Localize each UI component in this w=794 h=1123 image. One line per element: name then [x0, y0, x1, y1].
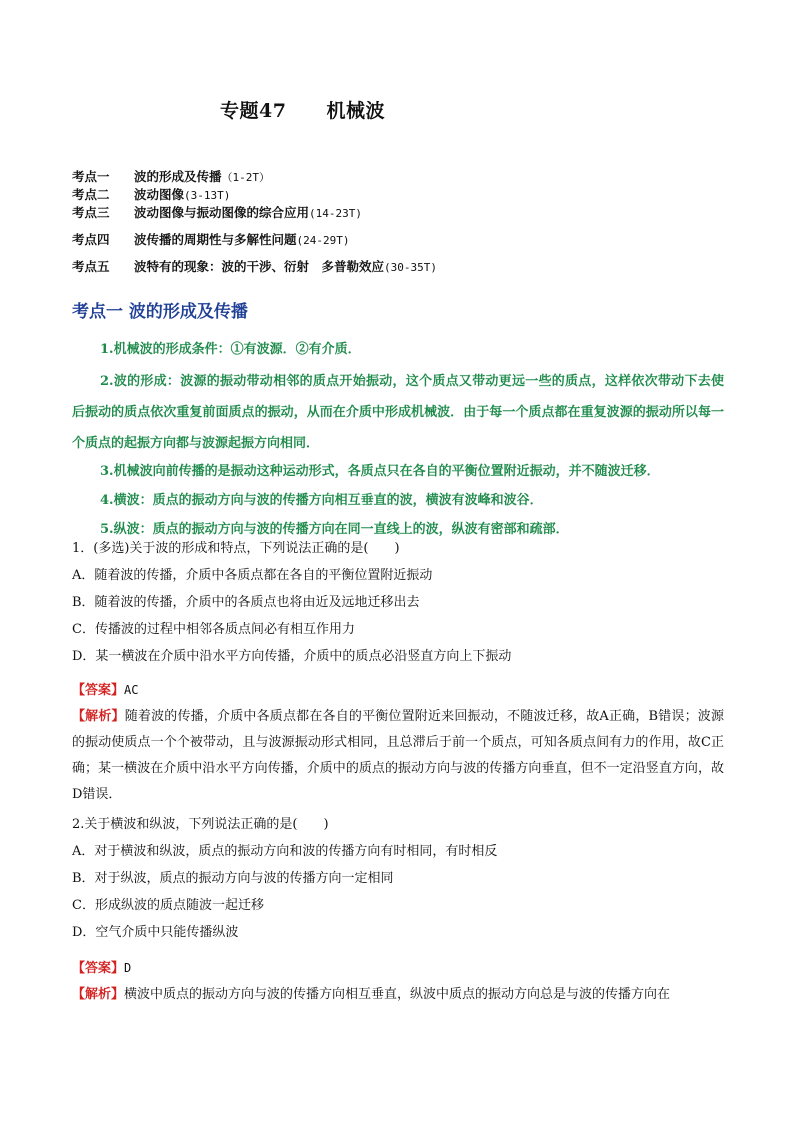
topic-outline	[72, 168, 732, 276]
question-option: D．某一横波在介质中沿水平方向传播，介质中的质点必沿竖直方向上下振动	[72, 649, 512, 664]
question-option: C．传播波的过程中相邻各质点间必有相互作用力	[72, 622, 355, 637]
analysis-tag: 【解析】	[72, 709, 125, 724]
knowledge-point: 4.横波：质点的振动方向与波的传播方向相互垂直的波，横波有波峰和波谷．	[100, 493, 543, 508]
answer-line	[72, 677, 724, 704]
knowledge-points	[72, 337, 724, 546]
toc-label: 考点四	[72, 232, 110, 247]
question-option: B．随着波的传播，介质中的各质点也将由近及远地迁移出去	[72, 595, 420, 610]
toc-range: (3-13T)	[184, 189, 231, 202]
toc-item	[72, 168, 732, 186]
question-option: B．对于纵波，质点的振动方向与波的传播方向一定相同	[72, 871, 394, 886]
toc-label: 考点二	[72, 187, 110, 202]
analysis-tag: 【解析】	[72, 987, 125, 1002]
toc-item	[72, 186, 732, 204]
answer-value: D	[124, 961, 132, 975]
answer-tag: 【答案】	[72, 683, 125, 698]
analysis-paragraph	[72, 982, 724, 1008]
question-1-solution	[72, 677, 724, 808]
knowledge-point: 5.纵波：质点的振动方向与波的传播方向在同一直线上的波，纵波有密部和疏部．	[100, 522, 569, 537]
question-2	[72, 812, 724, 946]
question-stem: 1．(多选)关于波的形成和特点，下列说法正确的是( )	[72, 541, 400, 556]
title-prefix: 专题47	[220, 100, 287, 122]
analysis-text: 横波中质点的振动方向与波的传播方向相互垂直，纵波中质点的振动方向总是与波的传播方向在	[124, 987, 671, 1002]
question-option: A．对于横波和纵波，质点的振动方向和波的传播方向有时相同，有时相反	[72, 844, 498, 859]
toc-label: 考点五	[72, 259, 110, 274]
question-option: A．随着波的传播，介质中各质点都在各自的平衡位置附近振动	[72, 568, 433, 583]
analysis-text: 随着波的传播，介质中各质点都在各自的平衡位置附近来回振动，不随波迁移，故A正确，B错误；波源的振动使质点一个个被带动，且与波源振动形式相同，且总滞后于前一个质点，可知各质点间有力的作用，故C正确；某一横波在介质中沿水平方向传播，介质中的质点的振动方向与波的传播方向垂直，但不一定沿竖直方向，故D错误．	[72, 709, 724, 802]
toc-label: 考点一	[72, 169, 110, 184]
title-name: 机械波	[326, 100, 385, 122]
section-heading: 考点一 波的形成及传播	[72, 302, 248, 322]
knowledge-point: 2.波的形成：波源的振动带动相邻的质点开始振动，这个质点又带动更远一些的质点，这样依次带动下去使后振动的质点依次重复前面质点的振动，从而在介质中形成机械波．由于每一个质点都在重复波源的振动所以每一个质点的起振方向都与波源起振方向相同．	[72, 374, 724, 451]
knowledge-point: 1.机械波的形成条件：①有波源．②有介质．	[100, 342, 361, 357]
question-option: C．形成纵波的质点随波一起迁移	[72, 898, 264, 913]
toc-item	[72, 258, 732, 276]
knowledge-point: 3.机械波向前传播的是振动这种运动形式，各质点只在各自的平衡位置附近振动，并不随波迁移．	[100, 464, 660, 479]
toc-range: （1-2T）	[221, 171, 271, 184]
question-2-solution	[72, 955, 724, 1008]
question-option: D．空气介质中只能传播纵波	[72, 925, 239, 940]
toc-item	[72, 231, 732, 249]
document-title	[220, 96, 385, 123]
toc-text: 波特有的现象：波的干涉、衍射 多普勒效应	[134, 259, 385, 274]
toc-text: 波传播的周期性与多解性问题	[134, 232, 297, 247]
question-1	[72, 536, 724, 670]
answer-value: AC	[124, 683, 139, 697]
toc-text: 波的形成及传播	[134, 169, 222, 184]
analysis-paragraph	[72, 704, 724, 808]
answer-tag: 【答案】	[72, 961, 125, 976]
toc-text: 波动图像	[134, 187, 185, 202]
toc-range: (30-35T)	[384, 261, 437, 274]
toc-text: 波动图像与振动图像的综合应用	[134, 205, 310, 220]
toc-label: 考点三	[72, 205, 110, 220]
toc-item	[72, 204, 732, 222]
toc-range: (14-23T)	[309, 207, 362, 220]
question-stem: 2.关于横波和纵波，下列说法正确的是( )	[72, 817, 329, 832]
answer-line	[72, 955, 724, 982]
toc-range: (24-29T)	[296, 234, 350, 247]
